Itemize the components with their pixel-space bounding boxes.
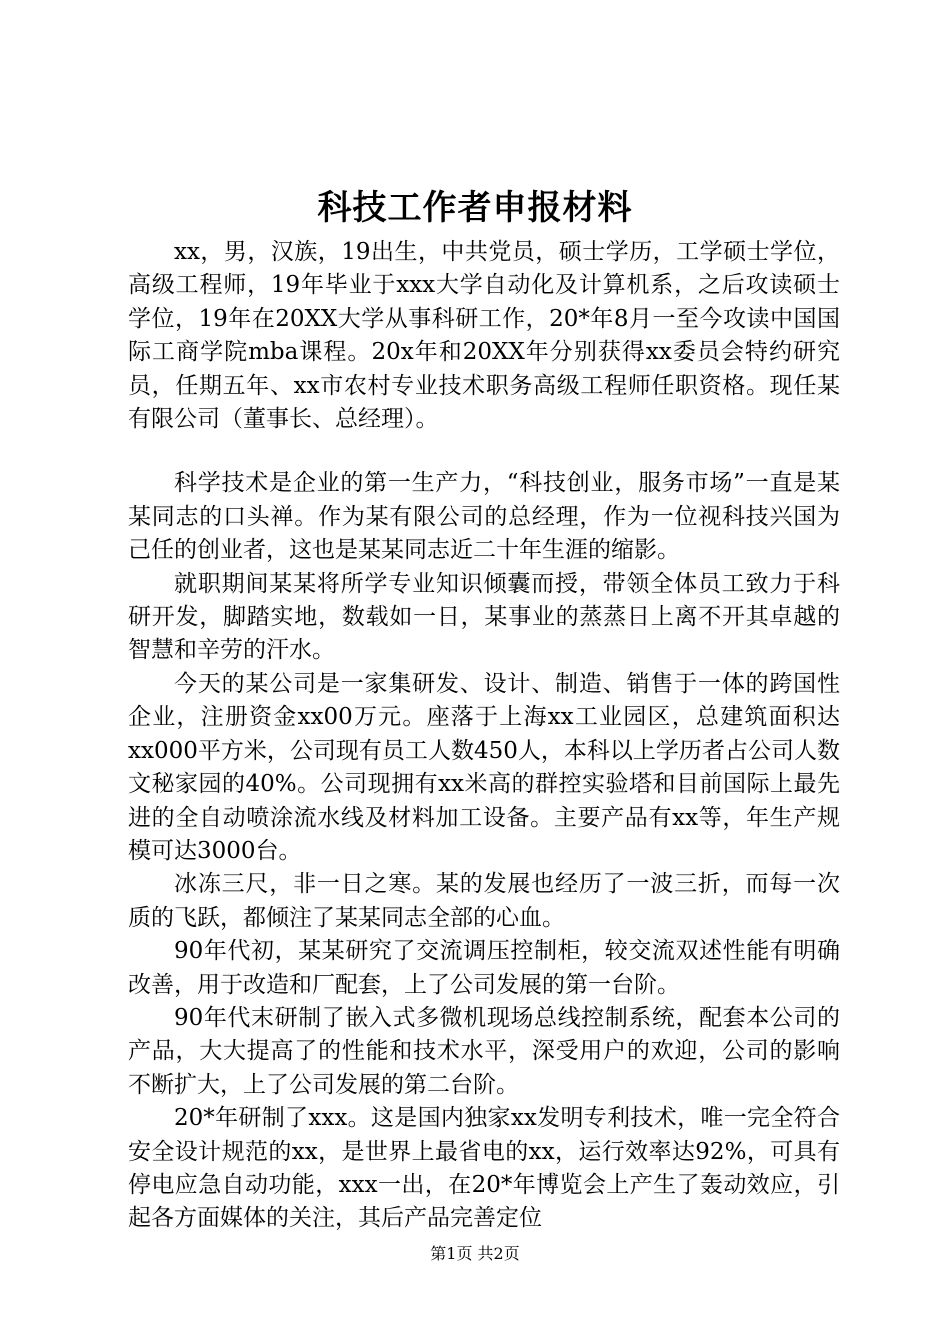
paragraph-development: 冰冻三尺，非一日之寒。某的发展也经历了一波三折，而每一次质的飞跃，都倾注了某某同志全部的心血。 xyxy=(128,871,840,931)
paragraph-product: 20*年研制了xxx。这是国内独家xx发明专利技术，唯一完全符合安全设计规范的xx，是世界上最省电的xx，运行效率达92%，可具有停电应急自动功能，xxx一出，在20*年博览会上产生了轰动效应，引起各方面媒体的关注，其后产品完善定位 xyxy=(128,1105,840,1232)
paragraph-science: 科学技术是企业的第一生产力，“科技创业，服务市场”一直是某某同志的口头禅。作为某有限公司的总经理，作为一位视科技兴国为己任的创业者，这也是某某同志近二十年生涯的缩影。 xyxy=(128,470,840,564)
paragraph-intro: xx，男，汉族，19出生，中共党员，硕士学历，工学硕士学位，高级工程师，19年毕业于xxx大学自动化及计算机系，之后攻读硕士学位，19年在20XX大学从事科研工作，20*年8月一至今攻读中国国际工商学院mba课程。20x年和20XX年分别获得xx委员会特约研究员，任期五年、xx市农村专业技术职务高级工程师任职资格。现任某有限公司（董事长、总经理）。 xyxy=(128,239,840,433)
paragraph-90s-early: 90年代初，某某研究了交流调压控制柜，较交流双述性能有明确改善，用于改造和厂配套，上了公司发展的第一台阶。 xyxy=(128,938,840,998)
paragraph-company: 今天的某公司是一家集研发、设计、制造、销售于一体的跨国性企业，注册资金xx00万元。座落于上海xx工业园区，总建筑面积达xx000平方米，公司现有员工人数450人，本科以上学历者占公司人数文秘家园的40%。公司现拥有xx米高的群控实验塔和目前国际上最先进的全自动喷涂流水线及材料加工设备。主要产品有xx等，年生产规模可达3000台。 xyxy=(128,670,840,864)
page-number: 第1页 共2页 xyxy=(430,1244,520,1263)
document-title: 科技工作者申报材料 xyxy=(317,188,633,228)
document-body xyxy=(128,236,840,1236)
paragraph-90s-late: 90年代末研制了嵌入式多微机现场总线控制系统，配套本公司的产品，大大提高了的性能和技术水平，深受用户的欢迎，公司的影响不断扩大，上了公司发展的第二台阶。 xyxy=(128,1004,840,1098)
paragraph-tenure: 就职期间某某将所学专业知识倾囊而授，带领全体员工致力于科研开发，脚踏实地，数载如一日，某事业的蒸蒸日上离不开其卓越的智慧和辛劳的汗水。 xyxy=(128,570,840,664)
